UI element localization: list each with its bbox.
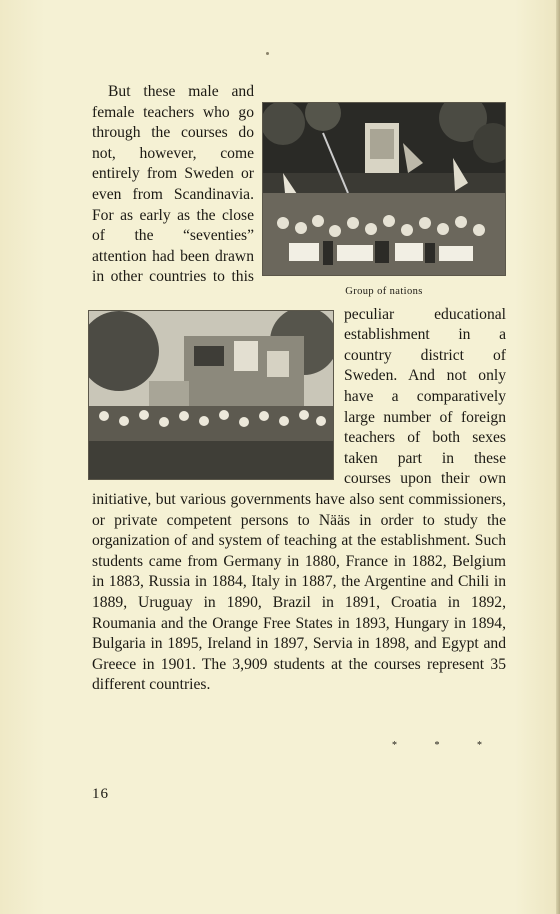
- figure-caption: Group of nations: [345, 286, 423, 297]
- body-text-block: [92, 82, 506, 696]
- group-of-nations-photo: [262, 102, 506, 276]
- figure-building-group: [88, 310, 334, 480]
- body-paragraph: But these male and female teachers who go through the courses do not, however, come entirely from Sweden or even from Scandinavia. For as early as the close of the “seventies” attention had been drawn in other countries to this peculiar educational establishment in a country district of Sweden. And not only have a comparatively large number of foreign teachers of both sexes taken part in these courses upon their own initiative, but various governments have also sent commissioners, or private competent persons to Nääs in order to study the organization of and system of teaching at the establishment. Such students came from Germany in 1880, France in 1882, Belgium in 1883, Russia in 1884, Italy in 1887, the Argentine and Chili in 1889, Uruguay in 1890, Brazil in 1891, Croatia in 1892, Roumania and the Orange Free States in 1893, Hungary in 1894, Bulgaria in 1895, Ireland in 1897, Servia in 1898, and Egypt and Greece in 1901. The 3,909 students at the courses represent 35 different countries.: [92, 83, 506, 694]
- building-group-photo: [88, 310, 334, 480]
- asterism-2: *: [434, 740, 440, 751]
- asterism-3: *: [477, 740, 482, 751]
- figure-group-of-nations: [262, 102, 506, 303]
- page-edge: [556, 0, 560, 914]
- asterism-1: *: [392, 740, 397, 751]
- paper-speck: [266, 52, 269, 55]
- section-separator: [392, 740, 482, 751]
- page-number: 16: [92, 786, 109, 802]
